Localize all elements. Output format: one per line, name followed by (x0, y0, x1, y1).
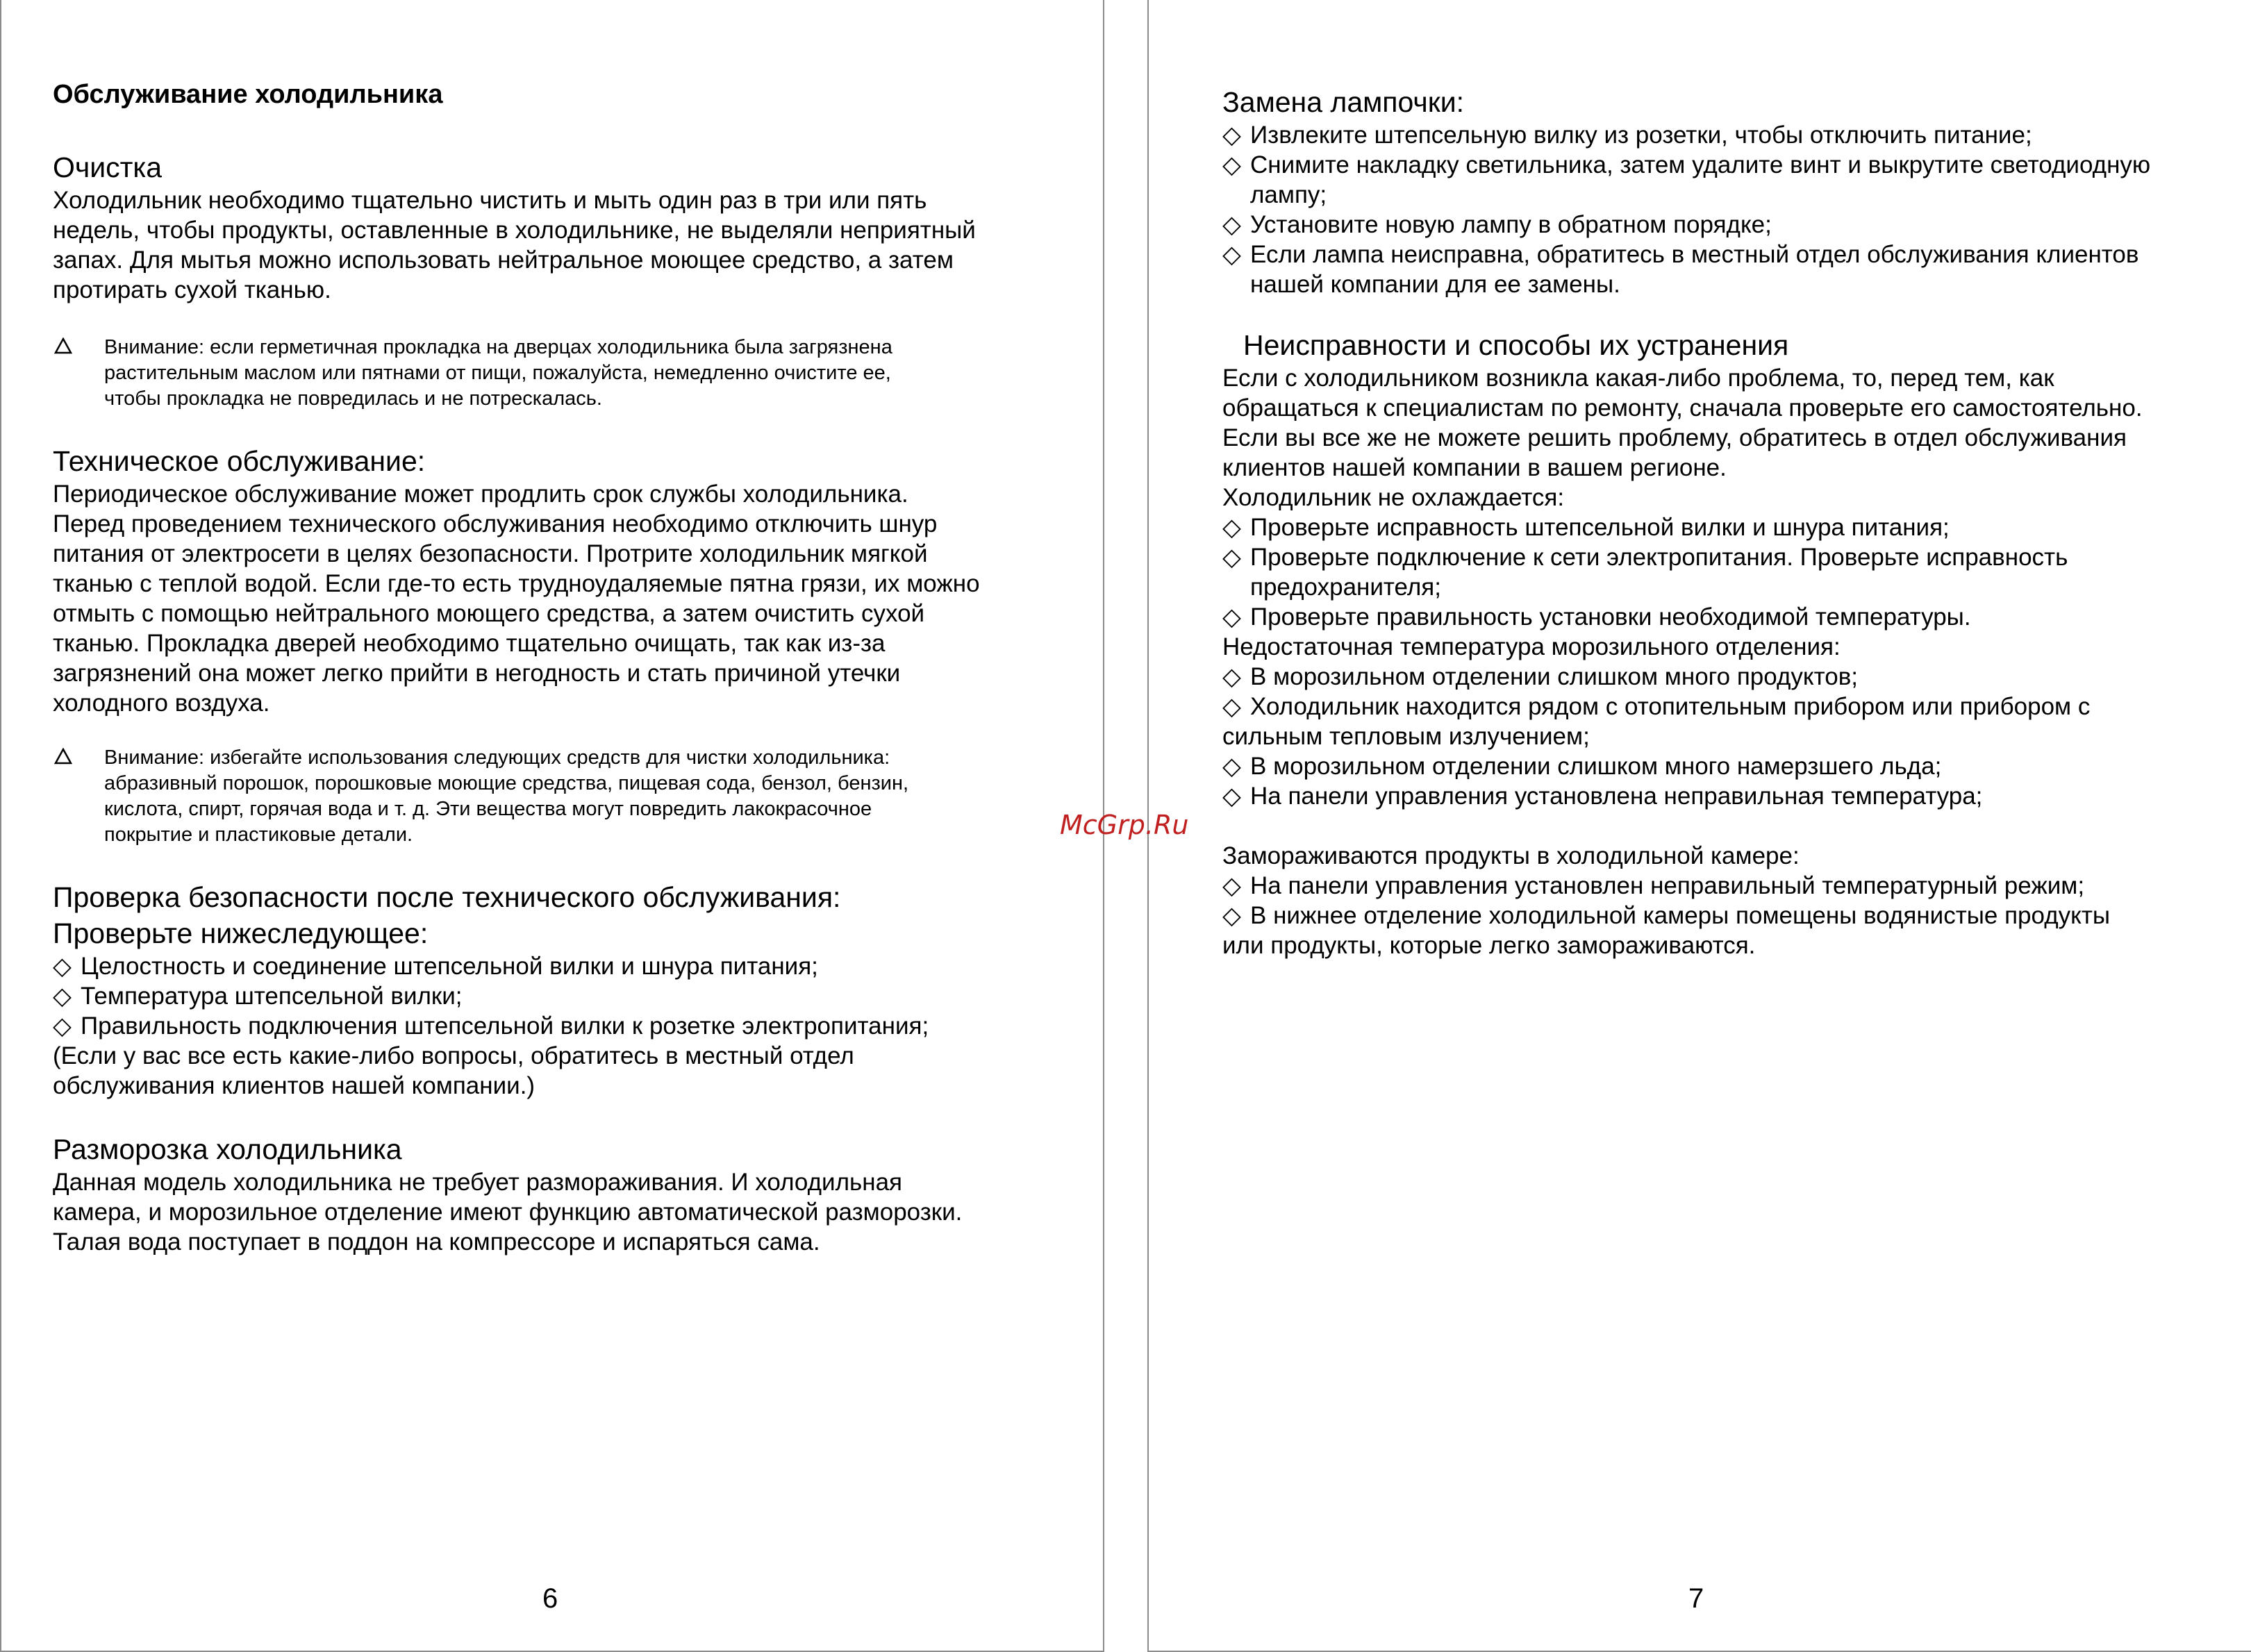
list-item-text: В нижнее отделение холодильной камеры помещены водянистые продукты (1250, 902, 2111, 929)
safety-check-section (53, 879, 1067, 1101)
safety-check-heading (53, 879, 1067, 951)
text-line: обслуживания клиентов нашей компании.) (53, 1072, 535, 1099)
text-line: отмыть с помощью нейтрального моющего средства, а затем очистить сухой (53, 600, 925, 627)
document-title: Обслуживание холодильника (53, 80, 443, 109)
text-line: Внимание: избегайте использования следующих средств для чистки холодильника: (104, 746, 890, 769)
text-line: тканью с теплой водой. Если где-то есть трудноудаляемые пятна грязи, их можно (53, 570, 980, 597)
troubleshooting-heading: Неисправности и способы их устранения (1243, 329, 1789, 361)
list-item-text: Целостность и соединение штепсельной вилки и шнура питания; (81, 953, 818, 980)
list-item-text: В морозильном отделении слишком много намерзшего льда; (1250, 753, 1942, 780)
diamond-bullet-icon: ◇ (1222, 872, 1241, 899)
list-item (1222, 751, 2236, 781)
text-line: Талая вода поступает в поддон на компрессоре и испаряться сама. (53, 1228, 820, 1255)
list-item (1222, 240, 2236, 299)
diamond-bullet-icon: ◇ (53, 953, 72, 980)
text-line: кислота, спирт, горячая вода и т. д. Эти вещества могут повредить лакокрасочное (104, 798, 872, 820)
list-item (1222, 542, 2236, 602)
diamond-bullet-icon: ◇ (1222, 544, 1241, 571)
list-item-text: Холодильник находится рядом с отопительным прибором или прибором с (1250, 693, 2091, 720)
diamond-bullet-icon: ◇ (1222, 693, 1241, 720)
text-line: запах. Для мытья можно использовать нейтральное моющее средство, а затем (53, 247, 954, 274)
text-line: обращаться к специалистам по ремонту, сначала проверьте его самостоятельно. (1222, 394, 2143, 422)
text-line: клиентов нашей компании в вашем регионе. (1222, 454, 1727, 481)
cleaning-warning-text (104, 335, 892, 412)
maintenance-warning-text (104, 745, 908, 848)
list-item-text: Извлеките штепсельную вилку из розетки, чтобы отключить питание; (1250, 122, 2032, 149)
safety-check-footnote (53, 1041, 1067, 1101)
freezing-list (1222, 871, 2236, 960)
list-item (53, 981, 1067, 1011)
text-line: недель, чтобы продукты, оставленные в холодильнике, не выделяли неприятный (53, 217, 976, 244)
watermark-text: McGrp.Ru (1060, 810, 1189, 840)
list-item (1222, 901, 2236, 960)
cleaning-paragraph (53, 185, 1067, 305)
freezer-temp-list (1222, 662, 2236, 811)
list-item-text: Установите новую лампу в обратном порядке; (1250, 211, 1772, 238)
list-item-text: На панели управления установлен неправильный температурный режим; (1250, 872, 2085, 899)
maintenance-heading: Техническое обслуживание: (53, 445, 426, 477)
no-cooling-title: Холодильник не охлаждается: (1222, 484, 1565, 511)
text-line: Внимание: если герметичная прокладка на дверцах холодильника была загрязнена (104, 336, 892, 358)
list-item (1222, 602, 2236, 632)
text-line: питания от электросети в целях безопасности. Протрите холодильник мягкой (53, 540, 928, 567)
troubleshooting-intro (1222, 363, 2236, 483)
freezer-temp-title: Недостаточная температура морозильного отделения: (1222, 633, 1841, 660)
safety-check-list (53, 951, 1067, 1041)
list-item (1222, 210, 2236, 240)
right-page (1149, 0, 2251, 1652)
text-line: протирать сухой тканью. (53, 276, 331, 303)
freezing-title: Замораживаются продукты в холодильной камере: (1222, 842, 1800, 869)
page-number: 7 (1688, 1583, 1704, 1614)
maintenance-section (53, 443, 1067, 718)
list-item (53, 1011, 1067, 1041)
maintenance-paragraph (53, 479, 1067, 718)
list-item-text: Если лампа неисправна, обратитесь в местный отдел обслуживания клиентов (1250, 241, 2139, 268)
list-item-text: Проверьте исправность штепсельной вилки и шнура питания; (1250, 514, 1950, 541)
cleaning-section (53, 149, 1067, 305)
defrost-section (53, 1131, 1067, 1257)
list-item-text: Проверьте подключение к сети электропитания. Проверьте исправность (1250, 544, 2068, 571)
list-item-text: В морозильном отделении слишком много продуктов; (1250, 663, 1859, 690)
text-line: Если с холодильником возникла какая-либо проблема, то, перед тем, как (1222, 365, 2054, 392)
warning-triangle-icon (54, 337, 72, 354)
defrost-paragraph (53, 1167, 1067, 1257)
list-item-text: Правильность подключения штепсельной вилки к розетке электропитания; (81, 1012, 929, 1040)
list-item-continuation: или продукты, которые легко замораживаются. (1222, 932, 1756, 959)
text-line: растительным маслом или пятнами от пищи, пожалуйста, немедленно очистите ее, (104, 362, 891, 384)
left-page (0, 0, 1104, 1652)
warning-triangle-icon (54, 748, 72, 765)
diamond-bullet-icon: ◇ (1222, 151, 1241, 178)
text-line: Если вы все же не можете решить проблему, обратитесь в отдел обслуживания (1222, 424, 2127, 451)
page-number: 6 (542, 1583, 558, 1614)
text-line: камера, и морозильное отделение имеют функцию автоматической разморозки. (53, 1199, 963, 1226)
list-item (1222, 512, 2236, 542)
text-line: чтобы прокладка не повредилась и не потрескалась. (104, 387, 602, 410)
no-cooling-list (1222, 512, 2236, 632)
heading-line: Проверка безопасности после технического обслуживания: (53, 881, 841, 913)
list-item-text: Проверьте правильность установки необходимой температуры. (1250, 603, 1971, 631)
text-line: Перед проведением технического обслуживания необходимо отключить шнур (53, 510, 938, 537)
list-item-text: Температура штепсельной вилки; (81, 983, 463, 1010)
list-item (1222, 120, 2236, 150)
text-line: тканью. Прокладка дверей необходимо тщательно очищать, так как из-за (53, 630, 886, 657)
text-line: загрязнений она может легко прийти в негодность и стать причиной утечки (53, 660, 901, 687)
text-line: Холодильник необходимо тщательно чистить и мыть один раз в три или пять (53, 187, 927, 214)
cleaning-heading: Очистка (53, 151, 163, 183)
lamp-replacement-heading: Замена лампочки: (1222, 86, 1464, 118)
diamond-bullet-icon: ◇ (1222, 603, 1241, 631)
text-line: абразивный порошок, порошковые моющие средства, пищевая сода, бензол, бензин, (104, 772, 909, 794)
diamond-bullet-icon: ◇ (1222, 753, 1241, 780)
diamond-bullet-icon: ◇ (1222, 211, 1241, 238)
list-item (1222, 150, 2236, 210)
list-item (1222, 871, 2236, 901)
diamond-bullet-icon: ◇ (1222, 122, 1241, 149)
diamond-bullet-icon: ◇ (1222, 783, 1241, 810)
text-line: Периодическое обслуживание может продлить срок службы холодильника. (53, 481, 908, 508)
diamond-bullet-icon: ◇ (53, 983, 72, 1010)
defrost-heading: Разморозка холодильника (53, 1133, 402, 1165)
diamond-bullet-icon: ◇ (1222, 241, 1241, 268)
list-item-continuation: предохранителя; (1250, 574, 1441, 601)
list-item-continuation: нашей компании для ее замены. (1250, 271, 1620, 298)
lamp-replacement-list (1222, 120, 2236, 299)
text-line: Данная модель холодильника не требует размораживания. И холодильная (53, 1169, 902, 1196)
troubleshooting-section (1222, 327, 2236, 960)
text-line: (Если у вас все есть какие-либо вопросы, обратитесь в местный отдел (53, 1042, 854, 1069)
list-item-continuation: сильным тепловым излучением; (1222, 723, 1590, 750)
lamp-replacement-section (1222, 84, 2236, 299)
list-item-continuation: лампу; (1250, 181, 1327, 208)
text-line: холодного воздуха. (53, 690, 270, 717)
list-item-text: Снимите накладку светильника, затем удалите винт и выкрутите светодиодную (1250, 151, 2151, 178)
diamond-bullet-icon: ◇ (1222, 663, 1241, 690)
list-item (53, 951, 1067, 981)
heading-line: Проверьте нижеследующее: (53, 917, 429, 949)
list-item-text: На панели управления установлена неправильная температура; (1250, 783, 1983, 810)
text-line: покрытие и пластиковые детали. (104, 824, 413, 846)
diamond-bullet-icon: ◇ (1222, 514, 1241, 541)
list-item (1222, 781, 2236, 811)
diamond-bullet-icon: ◇ (53, 1012, 72, 1040)
list-item (1222, 692, 2236, 751)
diamond-bullet-icon: ◇ (1222, 902, 1241, 929)
list-item (1222, 662, 2236, 692)
